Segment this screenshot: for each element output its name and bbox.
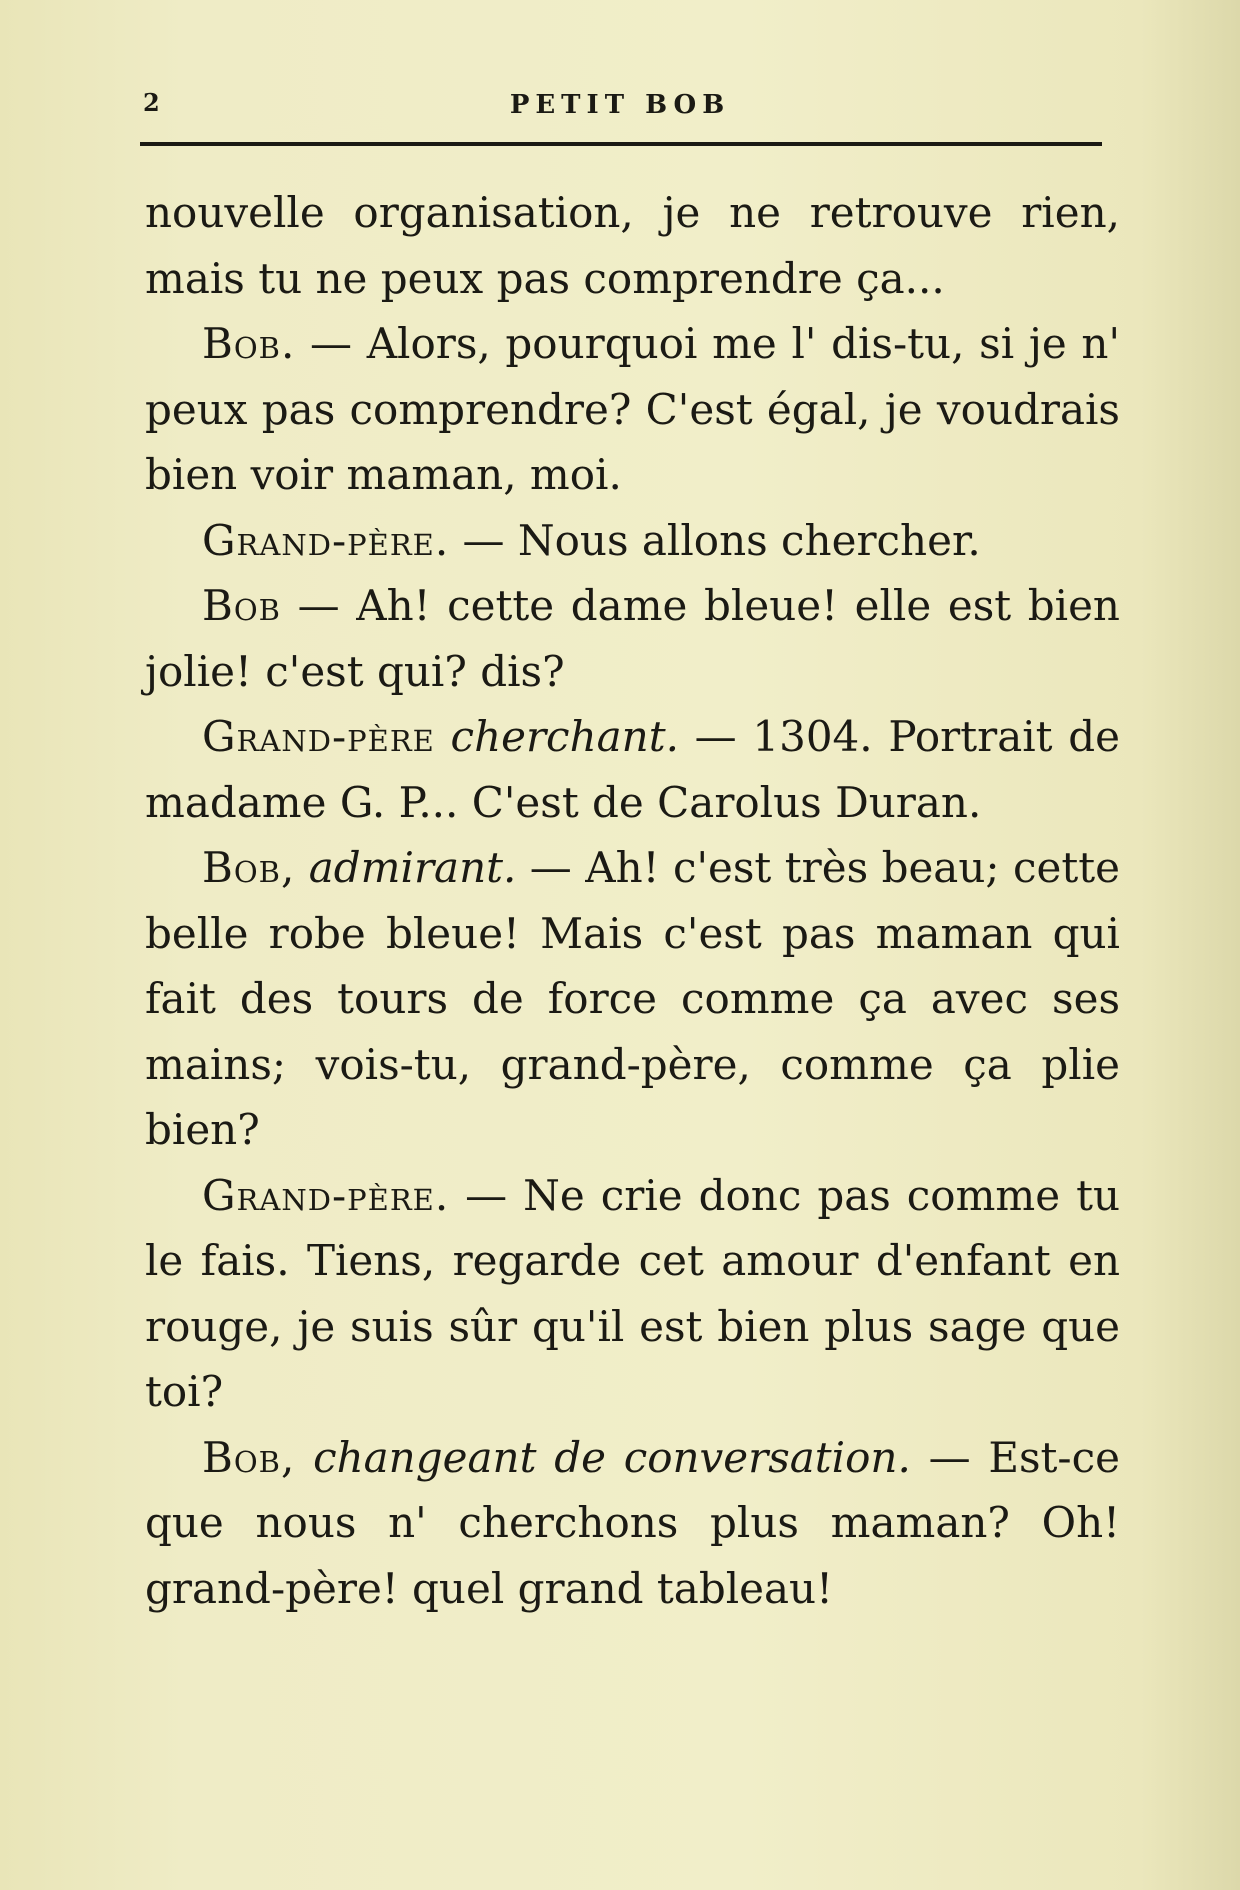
stage-direction: admirant. <box>295 843 517 892</box>
dialogue-text: — Nous allons chercher. <box>449 515 981 565</box>
dialogue-paragraph <box>145 1425 1120 1622</box>
dialogue-paragraph <box>145 1163 1120 1425</box>
speaker-name: Bob. <box>202 319 296 368</box>
header-rule <box>140 142 1102 146</box>
speaker-name: Bob, <box>202 843 296 892</box>
dialogue-paragraph <box>145 835 1120 1163</box>
dialogue-text: — Alors, pourquoi me l' dis-tu, si je n' peux pas comprendre? C'est égal, je voudrais bien voir maman, moi. <box>145 319 1120 499</box>
dialogue-paragraph <box>145 508 1120 574</box>
speaker-name: Grand-père <box>202 712 435 761</box>
dialogue-paragraph <box>145 704 1120 835</box>
speaker-name: Grand-père. <box>202 515 450 565</box>
dialogue-text: — Ah! c'est très beau; cette belle robe bleue! Mais c'est pas maman qui fait des tours de force comme ça avec ses mains; vois-tu, grand-père, comme ça plie bien? <box>145 843 1120 1154</box>
running-head: PETIT BOB <box>509 90 731 120</box>
stage-direction: changeant de conversation. <box>295 1432 911 1482</box>
dialogue-paragraph <box>145 311 1120 508</box>
speaker-name: Bob <box>202 581 281 630</box>
paragraph-continuation: nouvelle organisation, je ne retrouve rien, mais tu ne peux pas comprendre ça... <box>145 188 1120 303</box>
dialogue-text: — 1304. Portrait de madame G. P... C'est de Carolus Duran. <box>145 712 1120 827</box>
speaker-name: Grand-père. <box>202 1170 450 1220</box>
dialogue-paragraph <box>145 573 1120 704</box>
body-text <box>145 180 1120 1621</box>
page-number: 2 <box>143 88 160 117</box>
dialogue-text: — Ah! cette dame bleue! elle est bien jolie! c'est qui? dis? <box>145 581 1120 696</box>
dialogue-text: — Ne crie donc pas comme tu le fais. Tiens, regarde cet amour d'enfant en rouge, je suis sûr qu'il est bien plus sage que toi? <box>145 1170 1120 1416</box>
stage-direction: cherchant. <box>434 712 679 761</box>
speaker-name: Bob, <box>202 1432 296 1482</box>
dialogue-text: — Est-ce que nous n' cherchons plus maman? Oh! grand-père! quel grand tableau! <box>145 1432 1120 1613</box>
